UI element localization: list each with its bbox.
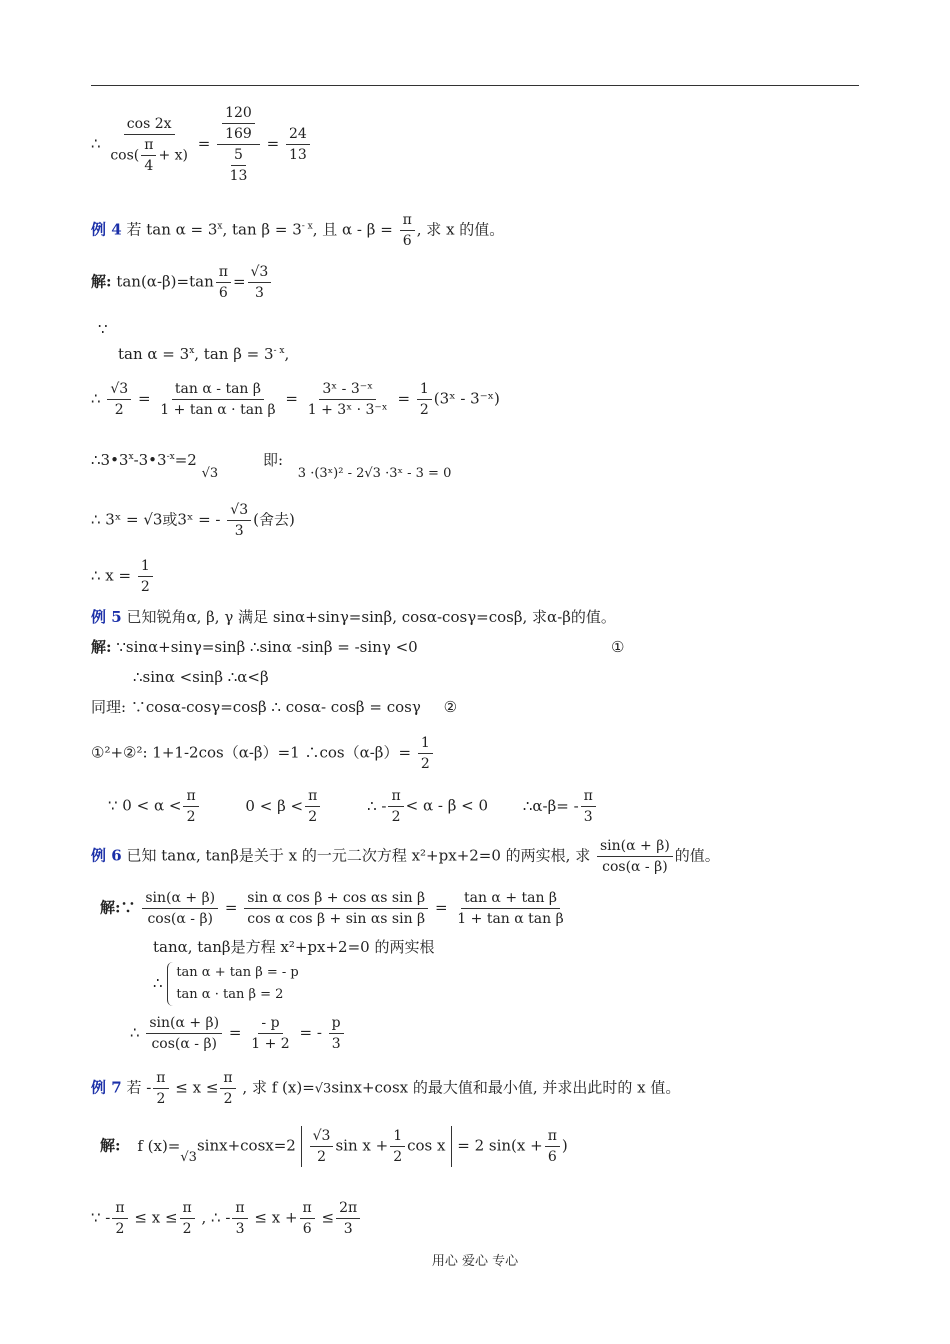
solution-6-result: ∴ $\frac{\sin(\alpha + \beta)}{\cos(\alpha - \beta)}$ = $\frac{- p}{1 + 2}$ = - $\frac{p}{3}$ [130,1013,346,1054]
solution-4-since: ∵ $\tan \alpha = 3^x$, $\tan \beta = 3^{- x}$, [98,320,290,363]
solution-5-line3: 同理: ∵cosα-cosγ=cosβ ∴ cosα- cosβ = cosγ ② [91,698,458,716]
solution-4-therefore-3: ∴ 3ˣ = √3或3ˣ = - $\frac{√3}{3}$ (舍去) [91,502,295,539]
example-5-problem: 例 5 已知锐角α, β, γ 满足 sinα+sinγ=sinβ, cosα-cosγ=cosβ, 求α-β的值。 [91,608,616,626]
solution-4-therefore-1: ∴ $\frac{√3}{2}$ = $\frac{\text{tan α - tan β}}{\text{1 + tan α · tan β}}$ = $\frac{\text{3ˣ - 3⁻ˣ}}{\text{1 + 3ˣ · 3⁻ˣ}}$ = $\frac{1}{2}$ (3ˣ - 3⁻ˣ) [91,381,500,418]
solution-5-line2: ∴sinα <sinβ ∴α<β [133,668,269,686]
solution-7: 解: f (x)=√3sinx+cosx=2 $\frac{√3}{2}$ sin x + $\frac{1}{2}$ cos x = 2 sin(x + $\frac{\pi}{6}$ ) [100,1128,568,1165]
eq-cos2x: ∴ cos 2x cos( $\frac{\pi}{4}$ + x) = $\frac{\frac{120}{169}}{\frac{5}{13}}$ = $\frac{24}{13}$ [91,103,312,186]
header-rule [91,85,859,86]
solution-4-result: ∴ x = $\frac{1}{2}$ [91,556,155,597]
solution-5-line5: ∵ 0 < α < $\frac{\pi}{2}$ 0 < β < $\frac{\pi}{2}$ ∴ - $\frac{\pi}{2}$ < α - β < 0 ∴α-β= - $\frac{\pi}{3}$ [108,786,598,827]
example-4-problem: 例 4 若 $\tan \alpha = 3^x$, $\tan \beta = 3^{- x}$, 且 α - β = $\frac{\pi}{6}$ , 求 x 的值。 [91,212,505,249]
solution-6-system: ∴ tan α + tan β = - p tan α · tan β = 2 [153,962,299,1006]
page-footer: 用心 爱心 专心 [431,1254,519,1269]
solution-5-line4: ①²+②²: 1+1-2cos（α-β）=1 ∴cos（α-β）= $\frac{1}{2}$ [91,733,435,774]
example-6-problem: 例 6 已知 tanα, tanβ是关于 x 的一元二次方程 x²+px+2=0 的两实根, 求 $\frac{\sin(\alpha + \beta)}{\cos(\alpha - \beta)}$ 的值。 [91,838,720,875]
solution-4-therefore-2: $\therefore 3•3^x-3•3^{-x}=2$ √3 即: 3 ·(3ˣ)² - 2√3 ·3ˣ - 3 = 0 [91,451,452,481]
solution-6-line2: tanα, tanβ是方程 x²+px+2=0 的两实根 [153,938,435,956]
solution-4-line1: 解: tan(α-β)=tan $\frac{\pi}{6}$ = $\frac{√3}{3}$ [91,262,273,303]
solution-5-line1: 解: ∵sinα+sinγ=sinβ ∴sinα -sinβ = -sinγ <0 ① [91,638,625,656]
solution-7-since: ∵ - $\frac{\pi}{2}$ ≤ x ≤ $\frac{\pi}{2}$ , ∴ - $\frac{\pi}{3}$ ≤ x + $\frac{\pi}{6}$ ≤ $\frac{2\pi}{3}$ [91,1198,362,1239]
solution-6-line1: 解:∵ $\frac{\sin(\alpha + \beta)}{\cos(\alpha - \beta)}$ = $\frac{\text{sin α cos β + cos αs sin β}}{\text{cos α cos β + sin αs sin β}}$ = $\frac{\text{tan α + tan β}}{\text{1 + tan α tan β}}$ [100,890,564,927]
example-7-problem: 例 7 若 - $\frac{\pi}{2}$ ≤ x ≤ $\frac{\pi}{2}$ , 求 f (x)=√3sinx+cosx 的最大值和最小值, 并求出此时的 x 值。 [91,1070,681,1107]
